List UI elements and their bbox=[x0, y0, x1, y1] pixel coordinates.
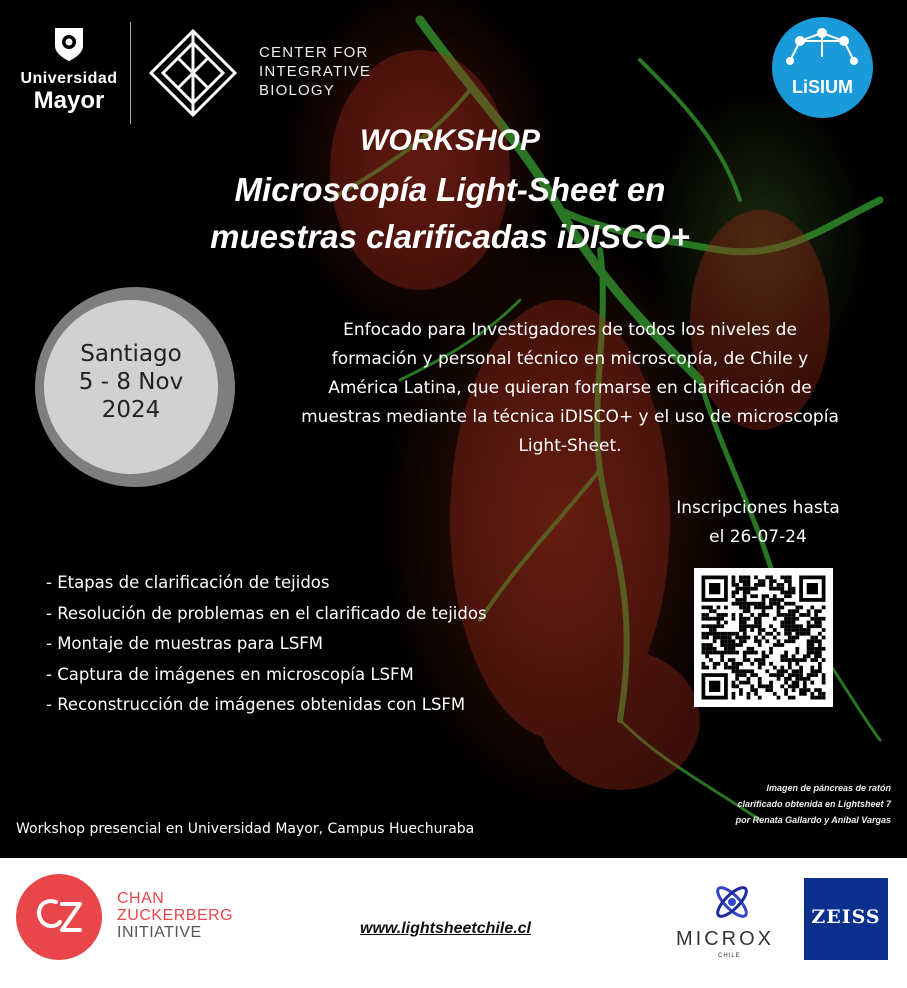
czi-line: INITIATIVE bbox=[117, 924, 202, 941]
cib-line: CENTER FOR bbox=[259, 44, 369, 61]
registration-deadline bbox=[648, 494, 868, 552]
zeiss-label: ZEISS bbox=[811, 906, 881, 928]
title-workshop: WORKSHOP bbox=[360, 124, 540, 157]
lisium-logo bbox=[772, 17, 873, 118]
title-line2: Microscopía Light-Sheet en bbox=[234, 171, 666, 208]
czi-name bbox=[117, 890, 233, 941]
zeiss-logo bbox=[804, 878, 888, 960]
cib-line: BIOLOGY bbox=[259, 82, 335, 99]
qr-code-icon[interactable] bbox=[694, 568, 833, 707]
caption-line: Imagen de páncreas de ratón bbox=[766, 783, 891, 793]
microx-name: MICROX bbox=[676, 928, 774, 950]
event-city: Santiago bbox=[80, 341, 182, 367]
caption-line: clarificado obtenida en Lightsheet 7 bbox=[737, 799, 891, 809]
universidad-mayor-crest-icon bbox=[51, 26, 87, 62]
description-line: formación y personal técnico en microscopía, de Chile y bbox=[331, 349, 809, 369]
list-item: - Reconstrucción de imágenes obtenidas con LSFM bbox=[46, 695, 466, 714]
lisium-network-icon bbox=[772, 17, 873, 118]
logo-divider bbox=[130, 22, 131, 124]
microx-atom-icon bbox=[710, 880, 754, 924]
title-line3: muestras clarificadas iDISCO+ bbox=[210, 218, 690, 255]
czi-logo-icon bbox=[16, 874, 102, 960]
czi-line: CHAN bbox=[117, 890, 165, 907]
list-item: - Montaje de muestras para LSFM bbox=[46, 634, 324, 653]
list-item: - Resolución de problemas en el clarificado de tejidos bbox=[46, 603, 487, 623]
university-name-line1: Universidad bbox=[20, 70, 118, 87]
description bbox=[240, 316, 900, 461]
event-badge-text bbox=[44, 340, 218, 424]
description-line: América Latina, que quieran formarse en clarificación de bbox=[328, 378, 812, 398]
czi-line: ZUCKERBERG bbox=[117, 907, 234, 924]
topics-list bbox=[46, 568, 487, 721]
event-dates: 5 - 8 Nov bbox=[78, 369, 184, 395]
registration-line1: Inscripciones hasta bbox=[676, 498, 840, 518]
cib-line: INTEGRATIVE bbox=[259, 63, 372, 80]
event-year: 2024 bbox=[101, 397, 161, 423]
sponsors-footer bbox=[0, 858, 907, 988]
website-link[interactable]: www.lightsheetchile.cl bbox=[360, 920, 531, 937]
university-name-line2: Mayor bbox=[33, 87, 105, 114]
lisium-label: LiSIUM bbox=[792, 77, 853, 97]
universidad-mayor-logo bbox=[14, 26, 124, 114]
registration-line2: el 26-07-24 bbox=[709, 527, 807, 547]
list-item: - Captura de imágenes en microscopía LSFM bbox=[46, 664, 414, 684]
caption-line: por Renata Gallardo y Aníbal Vargas bbox=[735, 815, 891, 825]
image-caption bbox=[736, 780, 891, 828]
venue-note: Workshop presencial en Universidad Mayor, Campus Huechuraba bbox=[16, 821, 475, 837]
cib-name bbox=[259, 43, 371, 100]
cib-logo-icon bbox=[148, 28, 238, 118]
description-line: Enfocado para Investigadores de todos los niveles de bbox=[343, 320, 797, 340]
description-line: Light-Sheet. bbox=[518, 436, 622, 456]
description-line: muestras mediante la técnica iDISCO+ y el uso de microscopía bbox=[301, 407, 839, 427]
list-item: - Etapas de clarificación de tejidos bbox=[46, 573, 330, 592]
microx-subtitle: CHILE bbox=[718, 953, 741, 959]
